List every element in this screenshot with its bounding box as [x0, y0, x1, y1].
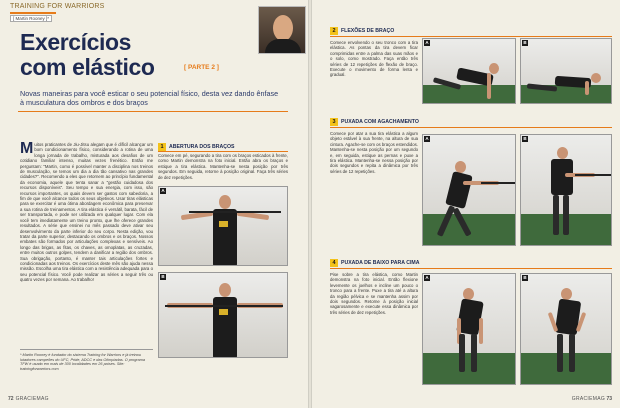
right-page: [310, 0, 620, 408]
photo-section4-b: [520, 273, 612, 385]
page-title: [20, 30, 155, 80]
section-1-rule: [158, 151, 288, 152]
headshot-face: [273, 15, 293, 41]
photo-label: B: [523, 275, 527, 280]
intro-deck: Novas maneiras para você esticar o seu potencial físico, desta vez dando ênfase à musculatura dos ombros e dos braços: [20, 89, 279, 107]
section-3-number: 3: [330, 118, 338, 126]
parte-tag: [ PARTE 2 ]: [184, 64, 219, 71]
section-3-text: Comece por atar a sua tira elástica a algum objeto estável à sua frente, na altura de sua cintura. Agache-se com os braços estendidos. Mantenha-se nesta posição por um segundo e, em seguida, estique as pernas e puxe a tira elástica. Mantenha-se nessa posição por dois segundos e repita a dinâmica por três séries de 12 repetições.: [330, 131, 418, 174]
photo-section2-b: [520, 38, 612, 104]
section-4-rule: [330, 268, 612, 269]
section-1-text: Comece em pé, segurando a tira com os braços esticados à frente, como Martin demonstra na foto inicial. Então abra os braços e estique a tira elástica. Mantenha-se nesta posição por três segundos. Em seguida, retorne à posição original. Faça três séries de dez repetições.: [158, 153, 288, 180]
photo-section3-b: [520, 134, 612, 246]
photo-label: A: [161, 188, 165, 193]
title-line2: com elástico: [20, 54, 155, 80]
body-text: uitos praticantes de Jiu-Jitsu alegam que é difícil alcançar um bom condicionamento físico, considerando a rotina de uma longa jornada de trabalho, misturada aos desafios de um cotidiano familiar intenso, muitas vezes frenético. Então me perguntam: "Martin, como é possível manter a disciplina nos treinos de musculação, se temos um dia a dia tão cansativo nas grandes cidades?". Recomendo a eles que retornem ao princípio fundamental da economia, aquele que tenta sanar a "gestão cuidadosa dos recursos disponíveis". Seu tempo e sua energia, com isso, são recursos importantes, os quais devem ser gastos com sabedoria, a fim de que você alcance todos os seus objetivos. Usar tiras elásticas para se exercitar é uma ótima abordagem econômica para preservar a sua rotina de treinamentos. A tira elástica é versátil, barata, fácil de ser transportada, e pode ser utilizada em qualquer lugar. Com ela você tem imediatamente um treino pronto, que lhe oferece grandes resultados. A série que ensinei no mês passado deve ativar seu desenvolvimento da parte inferior do seu corpo. Nesta edição, vou tratar da parte superior, destacando os ombros e os braços. Nossos embates são formados por articulações complexas e sensíveis. Ao longo das brigas, as fitas, os chaves, as omoplatas, as cruzadas, entre muitos outros golpes, tendem a danificar a região dos ombros. Sua obrigação, portanto, é manter tais articulações fortes e condicionadas aos treinos. Os exercícios deste mês são ajuda nessa missão. Escolha uma tira elástica com a resistência adequada para o seu potencial físico. Você pode realizar as séries a seguir três ou quatro vezes por semana. Ao trabalho!: [20, 142, 153, 283]
section-2-text: Comece envolvendo o seu tronco com a tira elástica. As pontas da tira devem ficar comprimidas entre a palma das suas mãos e o solo, como mostrado. Faça então três séries de 12 repetições de flexão de braço. Execute o movimento de forma lenta e gradual.: [330, 40, 418, 78]
section-2-heading: [330, 27, 394, 35]
photo-section3-a: [422, 134, 516, 246]
section-4-text: Pise sobre a tira elástica, como Martin demonstra na foto inicial. Então flexione levemente os joelhos e incline um pouco o tronco para a frente. Puxe a tira até a altura da região pélvica e se mantenha assim por dois segundos. Retorne à posição inicial vagarosamente e execute essa dinâmica por três séries de dez repetições.: [330, 272, 418, 315]
author-tag: [ Martin Rooney ]*: [10, 15, 52, 22]
section-2-rule: [330, 36, 612, 37]
page-number-right: GRACIEMAG 73: [571, 396, 612, 402]
section-3-rule: [330, 127, 612, 128]
photo-label: A: [425, 275, 429, 280]
section-2-title: FLEXÕES DE BRAÇO: [341, 28, 395, 34]
footnote: * Martin Rooney é fundador do sistema Training for Warriors e já treinou lutadores campeões do UFC, Pride, ADCC e das Olimpíadas. O programa TFW é usado em mais de 300 localidades em 26 países. Site: trainingforwarriors.com: [20, 349, 153, 372]
headshot-shirt: [265, 39, 301, 54]
author-headshot: [258, 6, 306, 54]
photo-label: A: [425, 40, 429, 45]
section-1-number: 1: [158, 143, 166, 151]
kicker: TRAINING FOR WARRIORS: [10, 3, 105, 10]
dropcap: M: [20, 140, 34, 157]
elastic-band: [189, 211, 281, 213]
photo-label: B: [161, 274, 165, 279]
section-1-title: ABERTURA DOS BRAÇOS: [169, 144, 235, 150]
title-line1: Exercícios: [20, 29, 132, 55]
photo-section1-a: [158, 186, 288, 266]
elastic-band: [575, 174, 612, 176]
photo-label: A: [425, 136, 429, 141]
section-2-number: 2: [330, 27, 338, 35]
photo-section1-b: [158, 272, 288, 358]
elastic-band: [165, 305, 283, 307]
kicker-bar: [10, 12, 56, 14]
photo-section2-a: [422, 38, 516, 104]
section-3-title: PUXADA COM AGACHAMENTO: [341, 119, 419, 125]
section-4-number: 4: [330, 259, 338, 267]
section-1-heading: [158, 143, 235, 151]
elastic-band: [481, 182, 516, 184]
section-4-heading: [330, 259, 420, 267]
photo-label: B: [523, 40, 527, 45]
section-3-heading: [330, 118, 419, 126]
section-4-title: PUXADA DE BAIXO PARA CIMA: [341, 260, 420, 266]
photo-section4-a: [422, 273, 516, 385]
page-number-left: 72 GRACIEMAG: [8, 396, 49, 402]
photo-label: B: [523, 136, 527, 141]
orange-rule: [18, 111, 288, 112]
body-column-1: [20, 142, 153, 283]
